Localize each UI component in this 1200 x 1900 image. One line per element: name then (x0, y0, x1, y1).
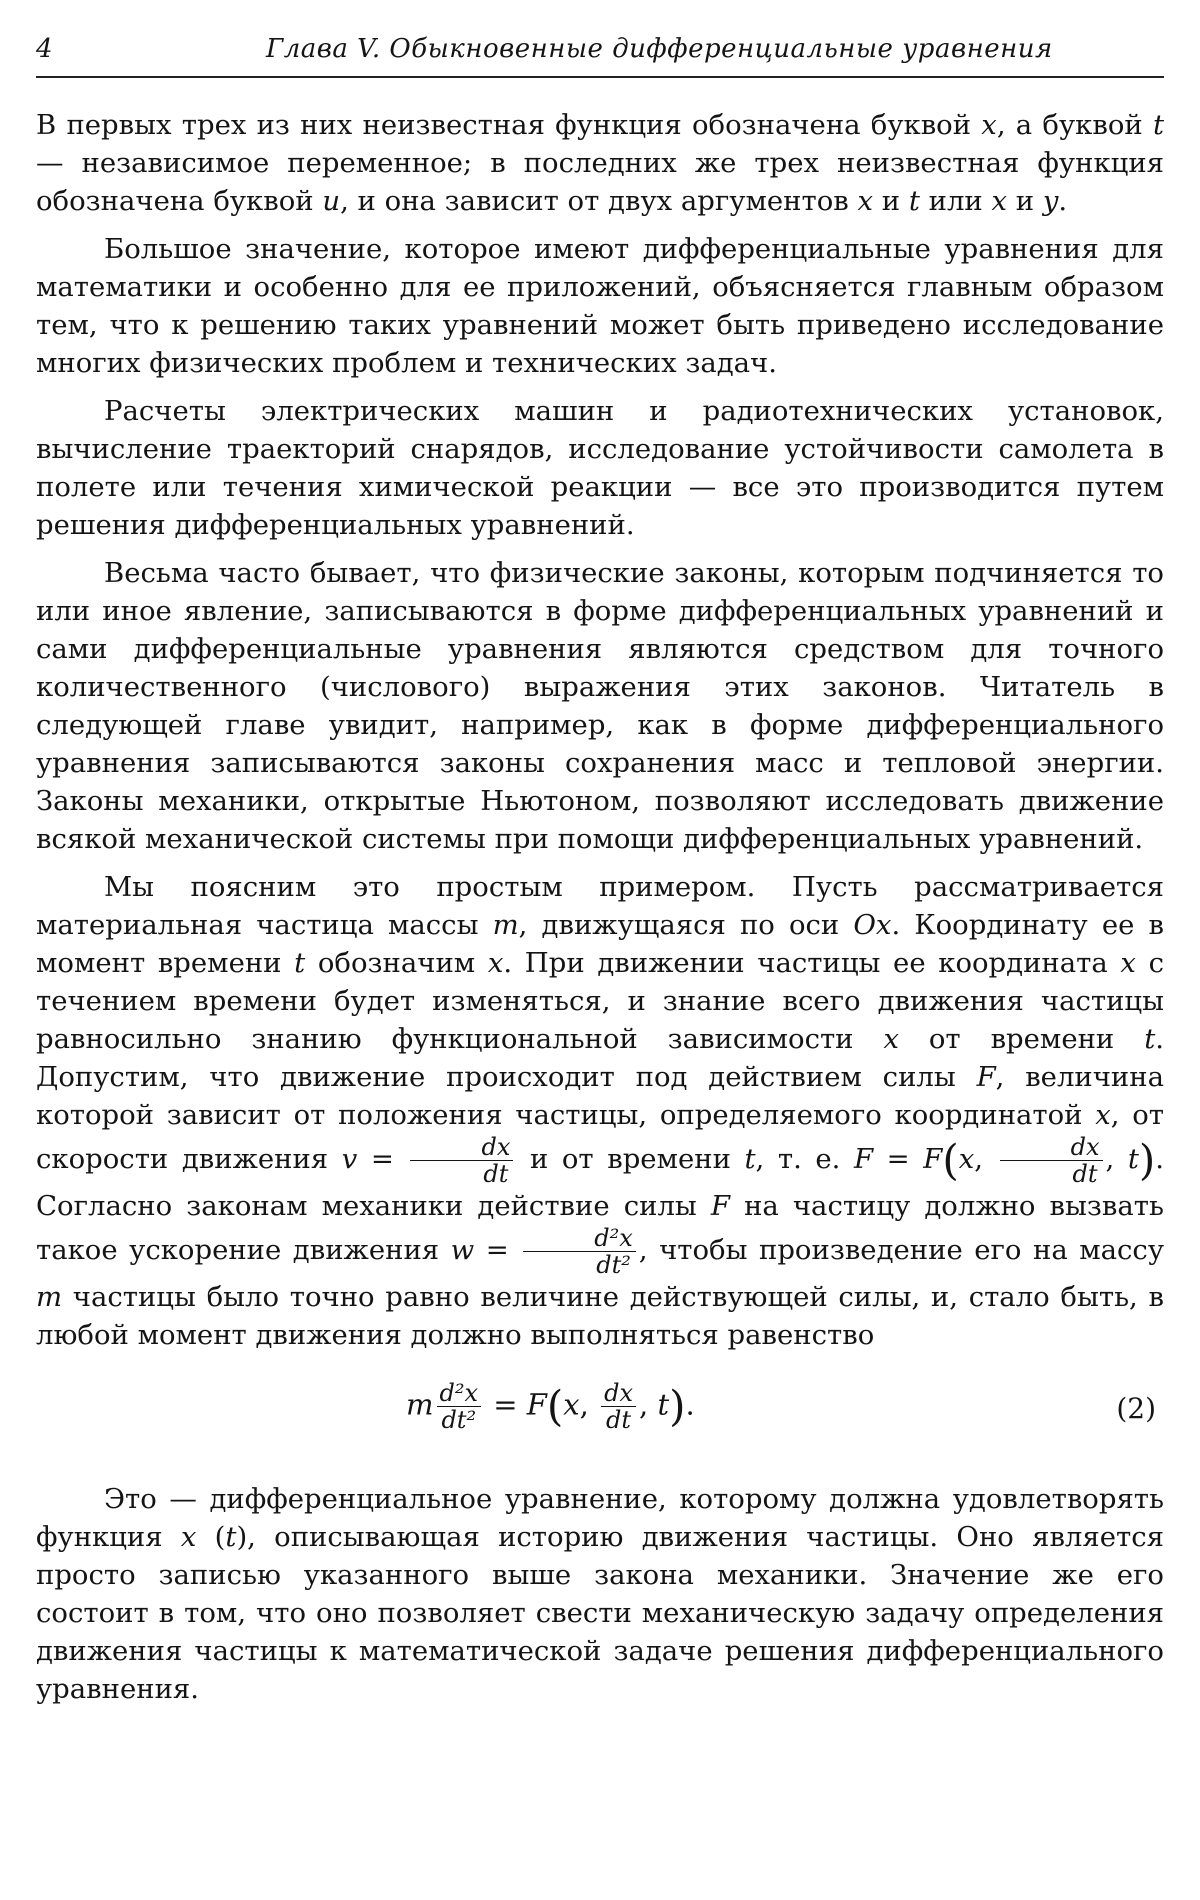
running-head: Глава V. Обыкновенные дифференциальные уравнения (266, 34, 1053, 64)
paragraph-4: Весьма часто бывает, что физические законы, которым подчиняется то или иное явление, записываются в форме дифференциальных уравнений и сами дифференциальные уравнения являются средством для точного количественного (числового) выражения этих законов. Читатель в следующей главе увидит, например, как в форме дифференциального уравнения записываются законы сохранения масс и тепловой энергии. Законы механики, открытые Ньютоном, позволяют исследовать движение всякой механической системы при помощи дифференциальных уравнений. (36, 557, 1164, 855)
paragraph-1: В первых трех из них неизвестная функция обозначена буквой x, а буквой t — независимое переменное; в последних же трех неизвестная функция обозначена буквой u, и она зависит от двух аргументов x и t или x и y. (36, 109, 1164, 217)
paragraph-2: Большое значение, которое имеют дифференциальные уравнения для математики и особенно для ее приложений, объясняется главным образом тем, что к решению таких уравнений может быть приведено исследование многих физических проблем и технических задач. (36, 233, 1164, 379)
display-equation (36, 1366, 1164, 1456)
velocity-fraction: $\frac{dx}{dt}$ (410, 1134, 513, 1187)
page-number: 4 (36, 34, 53, 64)
paragraph-5: Мы поясним это простым примером. Пусть рассматривается материальная частица массы m, движущаяся по оси Ox. Координату ее в момент времени t обозначим x. При движении частицы ее координата x с течением времени будет изменяться, и знание всего движения частицы равносильно знанию функциональной зависимости x от времени t. Допустим, что движение происходит под действием силы F, величина которой зависит от положения частицы, определяемого координатой x, от скорости движения v = $\frac{dx}{dt}$ и от времени t, т. е. F = F(x, $\frac{dx}{dt}$ , t). Согласно законам механики действие силы F на частицу должно вызвать такое ускорение движения w = $\frac{\text{d²x}}{\text{dt²}}$ , чтобы произведение его на массу m частицы было точно равно величине действующей силы, и, стало быть, в любой момент движения должно выполняться равенство (36, 871, 1165, 1351)
equation-number: (2) (1116, 1392, 1156, 1425)
force-arg-fraction: $\frac{dx}{dt}$ (1000, 1134, 1103, 1187)
paragraph-3: Расчеты электрических машин и радиотехнических установок, вычисление траекторий снарядов, исследование устойчивости самолета в полете или течения химической реакции — все это производится путем решения дифференциальных уравнений. (36, 395, 1164, 541)
page-header (36, 28, 1164, 78)
acceleration-fraction: $\frac{\text{d²x}}{\text{dt²}}$ (523, 1225, 636, 1278)
body-text (36, 106, 1164, 1718)
equation-body: m $\frac{\text{d²x}}{\text{dt²}}$ = F(x, $\frac{dx}{dt}$ , t). (406, 1379, 695, 1434)
paragraph-6: Это — дифференциальное уравнение, которому должна удовлетворять функция x (t), описывающая историю движения частицы. Оно является просто записью указанного выше закона механики. Значение же его состоит в том, что оно позволяет свести механическую задачу определения движения частицы к математической задаче решения дифференциального уравнения. (36, 1483, 1164, 1705)
